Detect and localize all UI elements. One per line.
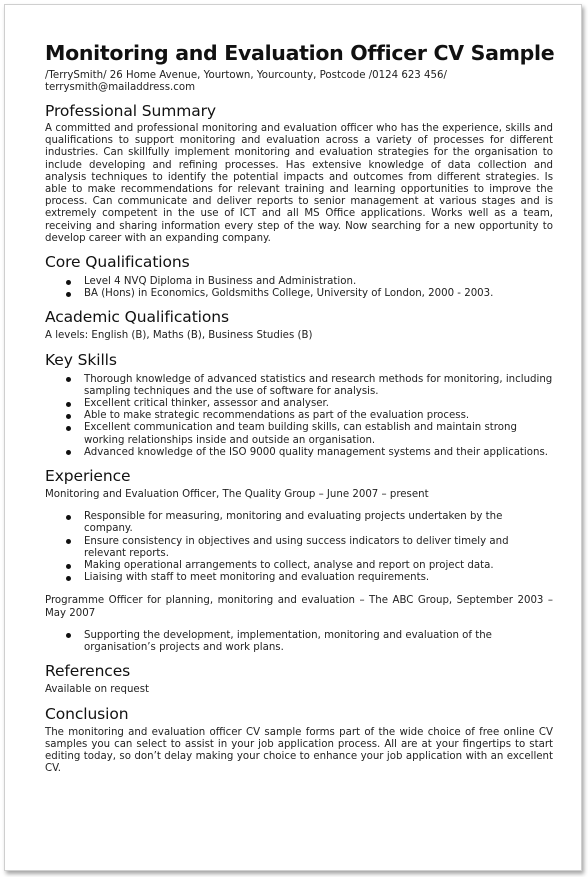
list-item: Level 4 NVQ Diploma in Business and Administration. [75,276,553,288]
cv-content [45,41,553,775]
references-heading: References [45,662,131,681]
list-item: Responsible for measuring, monitoring and evaluating projects undertaken by the company. [75,511,553,535]
conclusion-heading: Conclusion [45,704,129,723]
job-duties-list [75,511,553,584]
job-duties-list [75,630,553,654]
list-item: Thorough knowledge of advanced statistics and research methods for monitoring, including sampling techniques and the use of software for analysis. [75,374,553,398]
core-qualifications-list [75,276,553,300]
list-item: Supporting the development, implementation, monitoring and evaluation of the organisation’s projects and work plans. [75,630,553,654]
list-item: Advanced knowledge of the ISO 9000 quality management systems and their applications. [75,447,553,459]
list-item: Able to make strategic recommendations as part of the evaluation process. [75,410,553,422]
key-skills-list [75,374,553,459]
conclusion-text: The monitoring and evaluation officer CV sample forms part of the wide choice of free online CV samples you can select to assist in your job application process. All are at your fingertips to start editing today, so don’t delay making your choice to enhance your job application with an excellent CV. [45,726,553,775]
job-title: Programme Officer for planning, monitoring and evaluation – The ABC Group, September 2003 – May 2007 [45,595,553,619]
summary-text: A committed and professional monitoring and evaluation officer who has the experience, skills and qualifications to support monitoring and evaluation across a variety of processes for different industries. Can skillfully implement monitoring and evaluation strategies for the organisation to include developing and refining processes. Has extensive knowledge of data collection and analysis techniques to identify the potential impacts and outcomes from different strategies. Is able to make recommendations for relevant training and learning opportunities to improve the process. Can communicate and deliver reports to senior management at various stages and is extremely competent in the use of ICT and all MS Office applications. Works well as a team, receiving and sharing information every step of the way. Now searching for a new opportunity to develop career with an expanding company. [45,123,553,244]
list-item: Excellent critical thinker, assessor and analyser. [75,398,553,410]
list-item: BA (Hons) in Economics, Goldsmiths College, University of London, 2000 - 2003. [75,288,553,300]
contact-details: /TerrySmith/ 26 Home Avenue, Yourtown, Yourcounty, Postcode /0124 623 456/ terrysmith@mailaddress.com [45,70,447,93]
academic-qualifications-text: A levels: English (B), Maths (B), Business Studies (B) [45,330,313,342]
list-item: Liaising with staff to meet monitoring and evaluation requirements. [75,572,553,584]
list-item: Making operational arrangements to collect, analyse and report on project data. [75,560,553,572]
key-skills-heading: Key Skills [45,350,117,369]
job-title: Monitoring and Evaluation Officer, The Quality Group – June 2007 – present [45,489,429,501]
list-item: Excellent communication and team building skills, can establish and maintain strong working relationships inside and outside an organisation. [75,422,553,446]
core-qualifications-heading: Core Qualifications [45,253,190,272]
list-item: Ensure consistency in objectives and using success indicators to deliver timely and relevant reports. [75,536,553,560]
cv-title: Monitoring and Evaluation Officer CV Sample [45,41,555,65]
cv-page [4,4,582,871]
summary-heading: Professional Summary [45,102,216,120]
academic-qualifications-heading: Academic Qualifications [45,308,229,327]
references-text: Available on request [45,684,150,696]
experience-heading: Experience [45,467,131,486]
